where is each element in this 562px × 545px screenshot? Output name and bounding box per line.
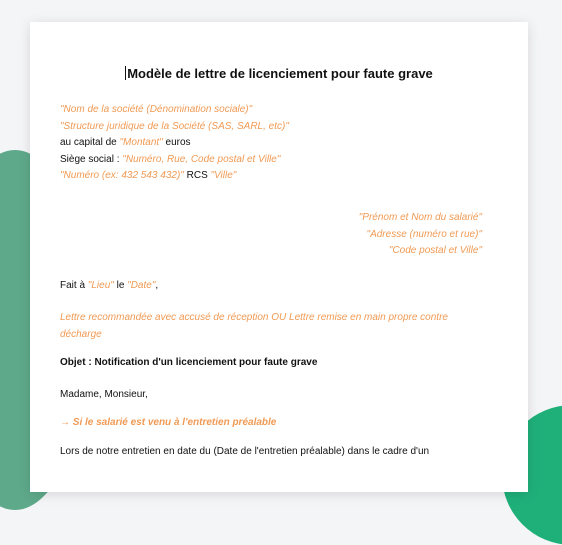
place-date-line: [60, 278, 158, 295]
date-prefix: le: [113, 280, 128, 291]
recipient-address-placeholder: "Adresse (numéro et rue)": [366, 228, 482, 240]
legal-structure-placeholder: "Structure juridique de la Société (SAS, SARL, etc)": [60, 120, 289, 132]
company-name-placeholder: "Nom de la société (Dénomination sociale)": [60, 104, 253, 115]
date-placeholder: "Date": [127, 280, 156, 291]
document-title-text: Modèle de lettre de licenciement pour faute grave: [127, 66, 433, 81]
place-date-suffix: ,: [155, 280, 159, 291]
rcs-line: [60, 168, 289, 185]
rcs-label: RCS: [183, 170, 211, 181]
capital-line: [60, 135, 289, 152]
delivery-method-line-2: décharge: [60, 328, 102, 340]
conditional-heading: → Si le salarié est venu à l'entretien préalable: [60, 417, 277, 428]
company-block: [60, 102, 289, 185]
body-paragraph: Lors de notre entretien en date du (Date de l'entretien préalable) dans le cadre d'un: [60, 446, 430, 457]
salutation: Madame, Monsieur,: [60, 389, 148, 400]
delivery-method: [60, 310, 448, 343]
capital-suffix: euros: [162, 137, 191, 148]
letter-document: [30, 22, 528, 492]
recipient-name-placeholder: "Prénom et Nom du salarié": [358, 212, 482, 223]
registered-office-label: Siège social :: [60, 153, 123, 165]
rcs-city-placeholder: "Ville": [210, 170, 237, 181]
recipient-city-placeholder: "Code postal et Ville": [388, 245, 482, 256]
delivery-method-line-1: Lettre recommandée avec accusé de réception OU Lettre remise en main propre contre: [60, 312, 448, 323]
document-title: [30, 66, 528, 81]
place-placeholder: "Lieu": [87, 280, 114, 291]
recipient-block: [359, 210, 482, 260]
subject-line: Objet : Notification d'un licenciement pour faute grave: [60, 357, 318, 368]
place-prefix: Fait à: [60, 280, 88, 291]
registered-office-placeholder: "Numéro, Rue, Code postal et Ville": [122, 153, 281, 165]
capital-prefix: au capital de: [60, 137, 120, 148]
registered-office-line: [60, 152, 289, 169]
capital-amount-placeholder: "Montant": [119, 137, 163, 148]
rcs-number-placeholder: "Numéro (ex: 432 543 432)": [60, 170, 184, 181]
